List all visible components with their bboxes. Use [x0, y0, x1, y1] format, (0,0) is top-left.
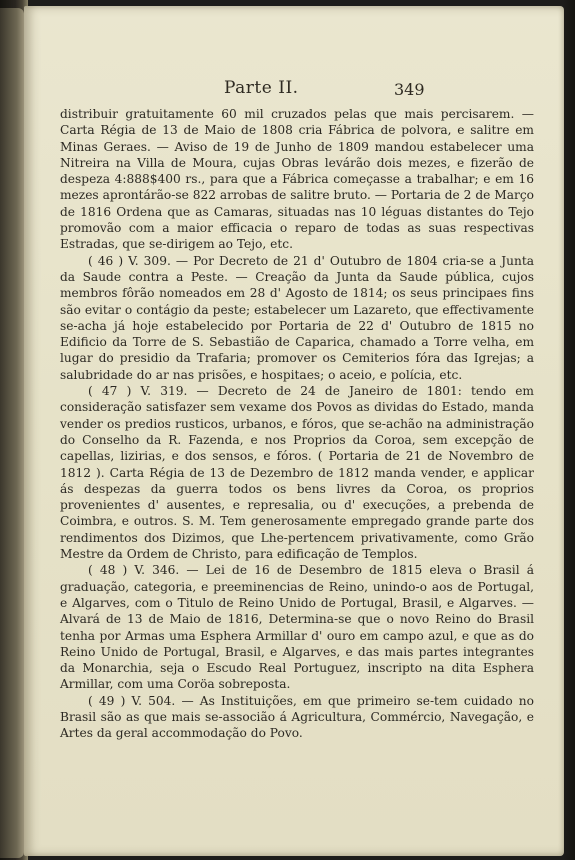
running-head: Parte II. — [224, 78, 299, 98]
paragraph-note-46: ( 46 ) V. 309. — Por Decreto de 21 d' Outubro de 1804 cria-se a Junta da Saude contra a Peste. — Creação da Junta da Saude pública, cujos membros fôrão nomeados em 28 d' Agosto de 1814; os seus principaes fins são evitar o contágio da peste; estabelecer um Lazareto, que effectivamente se-acha já hoje estabelecido por Portaria de 22 d' Outubro de 1815 no Edificio da Torre de S. Sebastião de Caparica, chamado a Torre velha, em lugar do presidio da Trafaria; promover os Cemiterios fóra das Igrejas; a salubridade do ar nas prisões, e hospitaes; o aceio, e polícia, etc. — [60, 253, 534, 382]
paragraph-continuation: distribuir gratuitamente 60 mil cruzados pelas que mais percisarem. — Carta Régia de 13 de Maio de 1808 cria Fábrica de polvora, e salitre em Minas Geraes. — Aviso de 19 de Junho de 1809 mandou estabelecer uma Nitreira na Villa de Moura, cujas Obras levárão dois mezes, e fizerão de despeza 4:888$400 rs., para que a Fábrica começasse a trabalhar; e em 16 mezes aprontárão-se 822 arrobas de salitre bruto. — Portaria de 2 de Março de 1816 Ordena que as Camaras, situadas nas 10 léguas distantes do Tejo promovão com a maior efficacia o reparo de todas as suas respectivas Estradas, que se-dirigem ao Tejo, etc. — [60, 107, 534, 252]
paragraph-note-47: ( 47 ) V. 319. — Decreto de 24 de Janeiro de 1801: tendo em consideração satisfazer sem vexame dos Povos as dividas do Estado, manda vender os predios rusticos, urbanos, e fóros, que se-achão na administração do Conselho da R. Fazenda, e nos Proprios da Coroa, sem excepção de capellas, lizirias, e dos sensos, e fóros. ( Portaria de 21 de Novembro de 1812 ). Carta Régia de 13 de Dezembro de 1812 manda vender, e applicar ás despezas da guerra todos os bens livres da Coroa, os proprios provenientes d' ausentes, e represalia, ou d' execuções, a prebenda de Coimbra, e outros. S. M. Tem generosamente empregado grande parte dos rendimentos dos Dizimos, que Lhe-pertencem privativamente, como Grão Mestre da Ordem de Christo, para edificação de Templos. — [60, 384, 534, 562]
body-text — [60, 106, 534, 742]
right-edge-shadow — [563, 0, 575, 860]
paragraph-note-49: ( 49 ) V. 504. — As Instituições, em que primeiro se-tem cuidado no Brasil são as que mais se-associão á Agricultura, Commércio, Navegação, e Artes da geral accommodação do Povo. — [60, 693, 534, 741]
page-header — [24, 78, 564, 102]
page-number: 349 — [394, 80, 425, 99]
page — [24, 6, 564, 856]
paragraph-note-48: ( 48 ) V. 346. — Lei de 16 de Desembro de 1815 eleva o Brasil á graduação, categoria, e preeminencias de Reino, unindo-o aos de Portugal, e Algarves, com o Titulo de Reino Unido de Portugal, Brasil, e Algarves. — Alvará de 13 de Maio de 1816, Determina-se que o novo Reino do Brasil tenha por Armas uma Esphera Armillar d' ouro em campo azul, e que as do Reino Unido de Portugal, Brasil, e Algarves, e das mais partes integrantes da Monarchia, seja o Escudo Real Portuguez, inscripto na dita Esphera Armillar, com uma Coröa sobreposta. — [60, 563, 534, 692]
previous-page-edge — [0, 8, 24, 858]
